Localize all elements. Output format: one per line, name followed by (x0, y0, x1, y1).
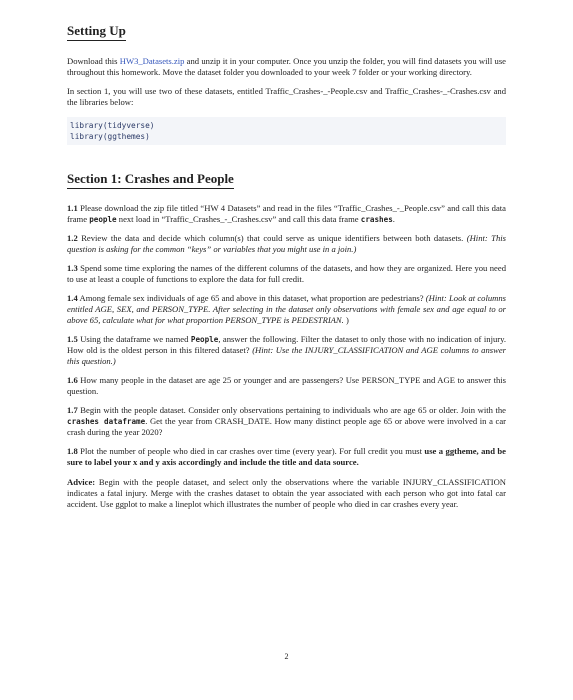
download-paragraph: Download this HW3_Datasets.zip and unzip it in your computer. Once you unzip the folder, you will find datasets you will use throughout this homework. Move the dataset folder you downloaded to your week 7 folder or your working directory. (67, 56, 506, 77)
question-1-7: 1.7 Begin with the people dataset. Consider only observations pertaining to individuals who are age 65 or older. Join with the crashes dataframe. Get the year from CRASH_DATE. How many distinct people age 65 or above were involved in a car crash during the year 2020? (67, 405, 506, 437)
question-1-6: 1.6 How many people in the dataset are age 25 or younger and are passengers? Use PERSON_TYPE and AGE to answer this question. (67, 375, 506, 396)
question-1-5: 1.5 Using the dataframe we named People, answer the following. Filter the dataset to only those with no indication of injury. How old is the oldest person in this filtered dataset? (Hint: Use the INJURY_CLASSIFICATION and AGE columns to answer this question.) (67, 334, 506, 366)
setup-heading: Setting Up (67, 23, 126, 41)
section1-datasets-paragraph: In section 1, you will use two of these datasets, entitled Traffic_Crashes-_-People.csv and Traffic_Crashes-_-Crashes.csv and the libraries below: (67, 86, 506, 107)
inline-code: crashes (360, 215, 393, 224)
code-line: library(tidyverse) (70, 121, 155, 130)
question-1-4: 1.4 Among female sex individuals of age 65 and above in this dataset, what proportion are pedestrians? (Hint: Look at columns entitled AGE, SEX, and PERSON_TYPE. After selecting in the dataset only observations with female sex and age equal to or above 65, calculate what for what proportion PERSON_TYPE is PEDESTRIAN. ) (67, 293, 507, 325)
advice-label: Advice: (67, 477, 96, 487)
question-1-1: 1.1 Please download the zip file titled “HW 4 Datasets” and read in the files “Traffic_Crashes_-_People.csv” and call this data frame people next load in “Traffic_Crashes_-_Crashes.csv” and call this data frame crashes. (67, 203, 506, 224)
question-1-8: 1.8 Plot the number of people who died in car crashes over time (every year). For full credit you must use a ggtheme, and be sure to label your x and y axis accordingly and include the title and data source. (67, 446, 506, 467)
datasets-zip-link[interactable]: HW3_Datasets.zip (119, 56, 185, 66)
inline-code: people (89, 215, 117, 224)
setup-section (67, 20, 506, 145)
question-1-3: 1.3 Spend some time exploring the names of the different columns of the datasets, and how they are organized. Here you need to use at least a couple of functions to explore the data for full credit. (67, 263, 506, 284)
question-1-2: 1.2 Review the data and decide which column(s) that could serve as unique identifiers between both datasets. (Hint: This question is asking for the common “keys” or variables that you might use in a join.) (67, 233, 506, 254)
page-number: 2 (284, 652, 289, 661)
hint-text: (Hint: Look at columns entitled AGE, SEX, and PERSON_TYPE. After selecting in the dataset only observations with female sex and age equal to or above 65, calculate what for what proportion PERSON_TYPE is PEDESTRIAN. (67, 293, 507, 325)
document-page (67, 20, 506, 510)
section1 (67, 168, 506, 510)
emphasis-text: use a ggtheme, and be sure to label your x and y axis accordingly and include the title and data source. (67, 446, 506, 467)
section1-heading: Section 1: Crashes and People (67, 171, 234, 189)
library-code-block (67, 117, 506, 145)
inline-code: People (190, 335, 219, 344)
hint-text: (Hint: Use the INJURY_CLASSIFICATION and AGE columns to answer this question.) (67, 345, 506, 366)
code-line: library(ggthemes) (70, 132, 150, 141)
advice-paragraph: Advice: Begin with the people dataset, and select only the observations where the variable INJURY_CLASSIFICATION indicates a fatal injury. Merge with the crashes dataset to obtain the year associated with each person who got into fatal car accident. Use ggplot to make a lineplot which illustrates the number of people who died in car crashes every year. (67, 477, 506, 509)
hint-text: (Hint: This question is asking for the common “keys” or variables that you might use in a join.) (67, 233, 506, 254)
inline-code: crashes dataframe (67, 417, 146, 426)
